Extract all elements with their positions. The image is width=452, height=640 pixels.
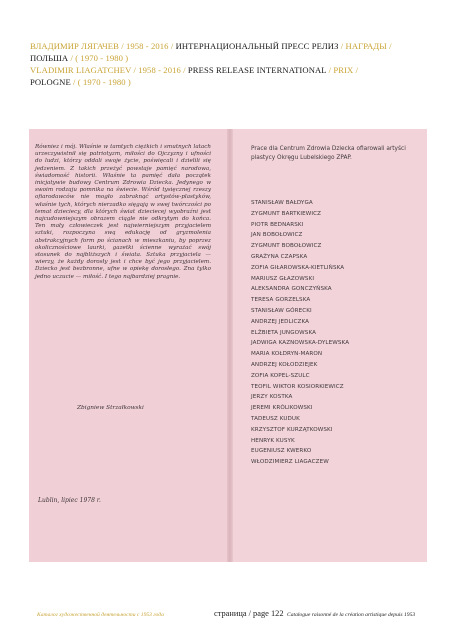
prix-fr: PRIX xyxy=(333,65,354,75)
footer-catalogue-ru: Каталог художественной деятельности с 1953 года xyxy=(37,612,164,618)
artist-name-fr: VLADIMIR LIAGATCHEV xyxy=(30,65,132,75)
awards-ru: НАГРАДЫ xyxy=(345,41,387,51)
artist-name-item: JEREMI KRÓLIKOWSKI xyxy=(251,405,313,412)
artist-name-list xyxy=(251,198,349,468)
country-ru: ПОЛЬША xyxy=(30,53,69,63)
artist-name-item: ZYGMUNT BARTKIEWICZ xyxy=(251,210,322,217)
separator: / xyxy=(326,65,334,75)
artist-name-item: WŁODZIMIERZ LIAGACZEW xyxy=(251,459,329,466)
scanned-booklet xyxy=(19,129,435,562)
artist-name-item: EUGENIUSZ KWERKO xyxy=(251,448,312,455)
section-title-fr: PRESS RELEASE INTERNATIONAL xyxy=(187,65,327,75)
years-fr: / 1958 - 2016 / xyxy=(131,65,188,75)
artist-name-item: ANDRZEJ JEDLICZKA xyxy=(251,318,310,325)
artist-name-item: TADEUSZ KUDUK xyxy=(251,415,300,422)
artist-name-item: ELŻBIETA JUNGOWSKA xyxy=(251,329,317,336)
artist-name-item: TERESA GORZELSKA xyxy=(251,297,311,304)
footer-catalogue-fr: Catalogue raisonné de la création artistique depuis 1953 xyxy=(287,612,416,618)
page-header xyxy=(30,40,430,88)
artist-name-item: STANISŁAW BAŁDYGA xyxy=(251,200,313,206)
signature: Zbigniew Strzałkowski xyxy=(77,405,144,411)
artist-name-item: TEOFIL WIKTOR KOSIORKIEWICZ xyxy=(251,383,344,390)
header-line-4 xyxy=(30,76,430,88)
artist-name-item: JADWIGA KAZNOWSKA-DYLEWSKA xyxy=(251,340,350,347)
artist-name-item: PIOTR BEDNARSKI xyxy=(251,221,304,228)
separator-end: / xyxy=(386,41,392,51)
page-number: страница / page 122 xyxy=(214,609,284,618)
artist-name-item: ANDRZEJ KOŁODZIEJEK xyxy=(251,361,318,368)
artist-name-item: JERZY KOSTKA xyxy=(251,394,293,401)
separator-end: / xyxy=(353,65,359,75)
header-line-3 xyxy=(30,64,430,76)
artist-name-item: HENRYK KUSYK xyxy=(251,437,295,444)
artist-name-item: STANISŁAW GÓRECKI xyxy=(251,307,312,314)
header-line-2 xyxy=(30,52,430,64)
artist-name-item: ZYGMUNT BOBOŁOWICZ xyxy=(251,243,322,250)
artist-name-item: MARIUSZ GŁAZOWSKI xyxy=(251,275,315,282)
period-ru: / ( 1970 - 1980 ) xyxy=(68,53,129,63)
artist-name-item: ALEKSANDRA GONCZYŃSKA xyxy=(251,286,332,293)
artist-name-item: KRZYSZTOF KURZĄTKOWSKI xyxy=(251,426,333,433)
period-fr: / ( 1970 - 1980 ) xyxy=(70,77,131,87)
right-page-intro: Prace dla Centrum Zdrowia Dziecka ofiarowali artyści plastycy Okręgu Lubelskiego ZPAP. xyxy=(251,146,406,161)
artist-name-item: ZOFIA KOPEL-SZULC xyxy=(251,372,310,379)
left-page-text xyxy=(35,144,211,281)
artist-name-item: MARIA KOŁDRYN-MARON xyxy=(251,351,323,358)
years-ru: / 1958 - 2016 / xyxy=(118,41,176,51)
header-line-1 xyxy=(30,40,430,52)
section-title-ru: ИНТЕРНАЦИОНАЛЬНЫЙ ПРЕСС РЕЛИЗ xyxy=(175,41,339,51)
place-date: Lublin, lipiec 1978 r. xyxy=(38,497,101,504)
left-page-paragraph: Równiez i mój. Właśnie w tamtych ciężkich i smutnych latach urzeczywistnił się patriotyzm, miłości do Ojczyzny i ufności do ludzi, którzy oddali swoje życie, poświęcali i dzielili się jedzeniem. Z takich przeżyć powstaje pamięć narodowa, świadomość historii. Właśnie ta pamięć dała początek inicjatywie budowy Centrum Zdrowia Dziecka. Jedynego w swoim rodzaju pomnika na świecie. Wśród tysięcznej rzeszy ofiarodawców nie mogło zabraknąć artystów-plastyków, właśnie tych, których nierzadko sięgają w swej twórczości po temat dzieciecy, dla których świat dzieciecej wyobraźni jest najcudowniejszym obrazem ciągle nie odkrytym do końca. Ten mały człowieczek jest najwierniejszym przyjacielem sztuki, rozpoczyna swą edukację od gryzmolenia abstrakcyjnych form po ścianach w mieszkaniu, by poprzez okolicznościowe laurki, gazetki ścienne wyrażać swój stosunek do najbliższych i świata. Sztuka przyjaciela — wierzy, że każdy dorosły jest i chce być jego przyjacielem. Dziecko jest bezbronne, ufne w opiekę dorosłego. Zna tylko jedno uczucie — miłość. I tego najbardziej pragnie. xyxy=(35,144,211,280)
artist-name-item: JAN BOBOŁOWICZ xyxy=(251,232,303,239)
artist-name-item: GRAŻYNA CZAPSKA xyxy=(251,253,308,260)
separator: / xyxy=(338,41,346,51)
artist-name-ru: ВЛАДИМИР ЛЯГАЧЕВ xyxy=(30,41,119,51)
country-fr: POLOGNE xyxy=(30,77,71,87)
artist-name-item: ZOFIA GIŁAROWSKA-KIETLIŃSKA xyxy=(251,264,345,271)
